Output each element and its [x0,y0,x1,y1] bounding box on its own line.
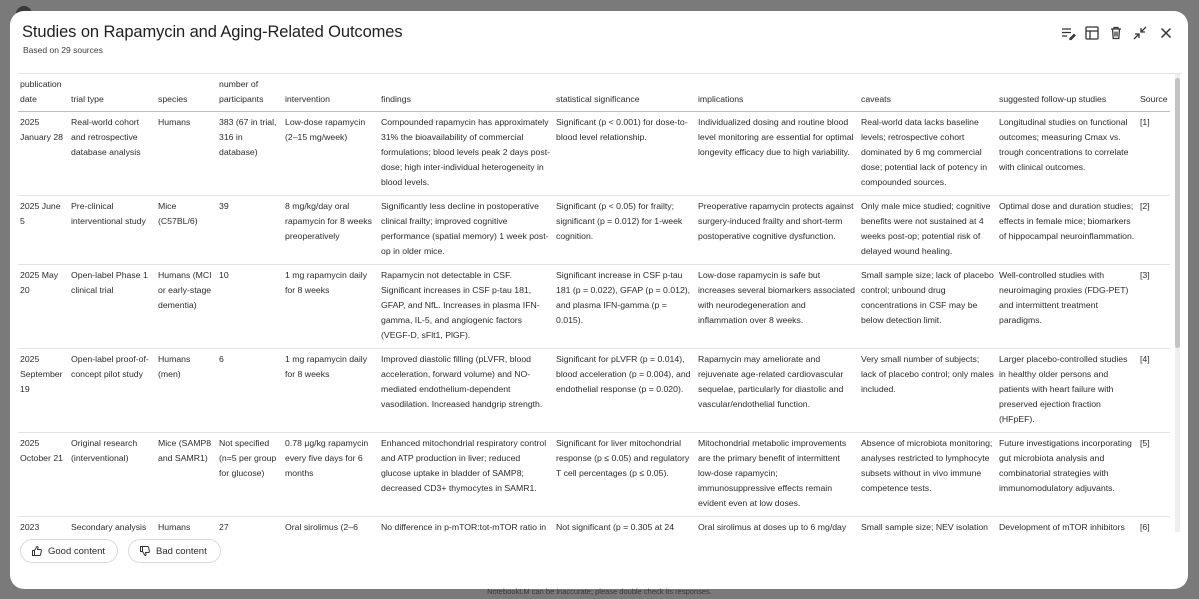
cell-species: Mice (C57BL/6) [156,196,217,265]
modal-title: Studies on Rapamycin and Aging-Related Outcomes [22,23,403,41]
studies-table [18,74,1170,532]
collapse-icon[interactable] [1132,25,1148,41]
cell-participants: 10 [217,265,283,349]
column-header: trial type [69,74,156,112]
edit-note-icon[interactable] [1060,25,1076,41]
column-header: species [156,74,217,112]
cell-significance: Significant for pLVFR (p = 0.014), blood acceleration (p = 0.004), and endothelial response (p = 0.020). [554,349,696,433]
modal-footer [10,531,1188,589]
table-row [18,349,1170,433]
cell-implications: Low-dose rapamycin is safe but increases several biomarkers associated with neurodegeneration and inflammation over 8 weeks. [696,265,859,349]
vertical-scrollbar[interactable] [1175,74,1180,532]
cell-follow-up: Future investigations incorporating gut microbiota analysis and combinatorial strategies with immunomodulatory adjuvants. [997,433,1138,517]
cell-follow-up: Longitudinal studies on functional outcomes; measuring Cmax vs. trough concentrations to correlate with clinical outcomes. [997,112,1138,196]
cell-publication-date: 2025 May 20 [18,265,69,349]
cell-publication-date: 2025 October 21 [18,433,69,517]
cell-trial-type: Original research (interventional) [69,433,156,517]
table-row [18,196,1170,265]
cell-trial-type: Open-label proof-of-concept pilot study [69,349,156,433]
cell-intervention: 1 mg rapamycin daily for 8 weeks [283,265,379,349]
cell-follow-up: Development of mTOR inhibitors [997,517,1138,533]
cell-implications: Mitochondrial metabolic improvements are the primary benefit of intermittent low-dose rapamycin; immunosuppressive effects remain evident even at low doses. [696,433,859,517]
column-header: suggested follow-up studies [997,74,1138,112]
cell-findings: Enhanced mitochondrial respiratory control and ATP production in liver; reduced glucose uptake in bladder of SAMP8; decreased CD3+ thymocytes in SAMR1. [379,433,554,517]
disclaimer-text: NotebookLM can be inaccurate; please double check its responses. [487,587,712,596]
bad-content-button[interactable] [128,539,221,563]
table-row [18,112,1170,196]
cell-intervention: 8 mg/kg/day oral rapamycin for 8 weeks preoperatively [283,196,379,265]
cell-findings: Rapamycin not detectable in CSF. Significant increases in CSF p-tau 181, GFAP, and NfL. Increases in plasma IFN-gamma, IL-5, and angiogenic factors (VEGF-D, sFlt1, PlGF). [379,265,554,349]
cell-significance: Not significant (p = 0.305 at 24 [554,517,696,533]
cell-significance: Significant increase in CSF p-tau 181 (p = 0.022), GFAP (p = 0.012), and plasma IFN-gamma (p = 0.015). [554,265,696,349]
table-row [18,433,1170,517]
source-citation-link[interactable]: [1] [1138,112,1170,196]
source-citation-link[interactable]: [4] [1138,349,1170,433]
cell-caveats: Only male mice studied; cognitive benefits were not sustained at 4 weeks post-op; potential risk of delayed wound healing. [859,196,997,265]
cell-significance: Significant (p < 0.001) for dose-to-blood level relationship. [554,112,696,196]
cell-caveats: Small sample size; lack of placebo control; unbound drug concentrations in CSF may be below detection limit. [859,265,997,349]
cell-trial-type: Secondary analysis [69,517,156,533]
column-header: statistical significance [554,74,696,112]
cell-implications: Rapamycin may ameliorate and rejuvenate age-related cardiovascular sequelae, particularly for diastolic and vascular/endothelial function. [696,349,859,433]
cell-species: Humans (MCI or early-stage dementia) [156,265,217,349]
delete-icon[interactable] [1108,25,1124,41]
good-content-button[interactable] [20,539,118,563]
cell-participants: 27 [217,517,283,533]
cell-caveats: Absence of microbiota monitoring; analyses restricted to lymphocyte subsets without in vivo immune competence tests. [859,433,997,517]
thumbs-up-icon [31,545,43,557]
column-header: findings [379,74,554,112]
table-icon[interactable] [1084,25,1100,41]
cell-intervention: 1 mg rapamycin daily for 8 weeks [283,349,379,433]
table-row [18,265,1170,349]
modal-header [10,11,1188,67]
cell-intervention: Oral sirolimus (2–6 [283,517,379,533]
cell-follow-up: Optimal dose and duration studies; effects in female mice; biomarkers of hippocampal neuroinflammation. [997,196,1138,265]
cell-species: Humans [156,517,217,533]
cell-findings: Compounded rapamycin has approximately 31% the bioavailability of commercial formulations; blood levels peak 2 days post-dose; high inter-individual heterogeneity in blood levels. [379,112,554,196]
cell-caveats: Real-world data lacks baseline levels; retrospective cohort dominated by 6 mg commercial dose; potential lack of potency in compounded sources. [859,112,997,196]
cell-implications: Preoperative rapamycin protects against surgery-induced frailty and short-term postoperative cognitive dysfunction. [696,196,859,265]
cell-implications: Individualized dosing and routine blood level monitoring are essential for optimal longevity efficacy due to high variability. [696,112,859,196]
cell-publication-date: 2025 September 19 [18,349,69,433]
close-icon[interactable] [1158,25,1174,41]
cell-follow-up: Larger placebo-controlled studies in healthy older persons and patients with heart failure with preserved ejection fraction (HFpEF). [997,349,1138,433]
bad-content-label: Bad content [156,545,207,557]
column-header: intervention [283,74,379,112]
cell-species: Humans [156,112,217,196]
thumbs-down-icon [139,545,151,557]
cell-publication-date: 2025 June 5 [18,196,69,265]
cell-findings: Significantly less decline in postoperative clinical frailty; improved cognitive performance (spatial memory) 1 week post-op in older mice. [379,196,554,265]
cell-trial-type: Pre-clinical interventional study [69,196,156,265]
cell-intervention: 0.78 μg/kg rapamycin every five days for 6 months [283,433,379,517]
column-header: caveats [859,74,997,112]
cell-implications: Oral sirolimus at doses up to 6 mg/day [696,517,859,533]
table-modal [10,11,1188,589]
column-header: publication date [18,74,69,112]
cell-findings: No difference in p-mTOR:tot-mTOR ratio in [379,517,554,533]
column-header: number of participants [217,74,283,112]
cell-publication-date: 2023 [18,517,69,533]
cell-trial-type: Open-label Phase 1 clinical trial [69,265,156,349]
cell-caveats: Small sample size; NEV isolation [859,517,997,533]
source-citation-link[interactable]: [6] [1138,517,1170,533]
cell-caveats: Very small number of subjects; lack of placebo control; only males included. [859,349,997,433]
good-content-label: Good content [48,545,106,557]
cell-participants: Not specified (n=5 per group for glucose) [217,433,283,517]
cell-significance: Significant (p < 0.05) for frailty; significant (p = 0.012) for 1-week cognition. [554,196,696,265]
source-citation-link[interactable]: [2] [1138,196,1170,265]
column-header: Source [1138,74,1170,112]
scrollbar-thumb[interactable] [1175,78,1180,348]
cell-participants: 6 [217,349,283,433]
data-table-container[interactable] [18,73,1182,532]
column-header: implications [696,74,859,112]
source-citation-link[interactable]: [5] [1138,433,1170,517]
cell-species: Humans (men) [156,349,217,433]
cell-publication-date: 2025 January 28 [18,112,69,196]
cell-species: Mice (SAMP8 and SAMR1) [156,433,217,517]
cell-follow-up: Well-controlled studies with neuroimaging proxies (FDG-PET) and intermittent treatment paradigms. [997,265,1138,349]
sources-count: Based on 29 sources [23,45,103,55]
cell-trial-type: Real-world cohort and retrospective database analysis [69,112,156,196]
table-row [18,517,1170,533]
table-header-row [18,74,1170,112]
cell-significance: Significant for liver mitochondrial response (p ≤ 0.05) and regulatory T cell percentages (p ≤ 0.05). [554,433,696,517]
cell-participants: 39 [217,196,283,265]
source-citation-link[interactable]: [3] [1138,265,1170,349]
cell-findings: Improved diastolic filling (pLVFR, blood acceleration, forward volume) and NO-mediated endothelium-dependent vasodilation. Increased handgrip strength. [379,349,554,433]
cell-intervention: Low-dose rapamycin (2–15 mg/week) [283,112,379,196]
cell-participants: 383 (67 in trial, 316 in database) [217,112,283,196]
